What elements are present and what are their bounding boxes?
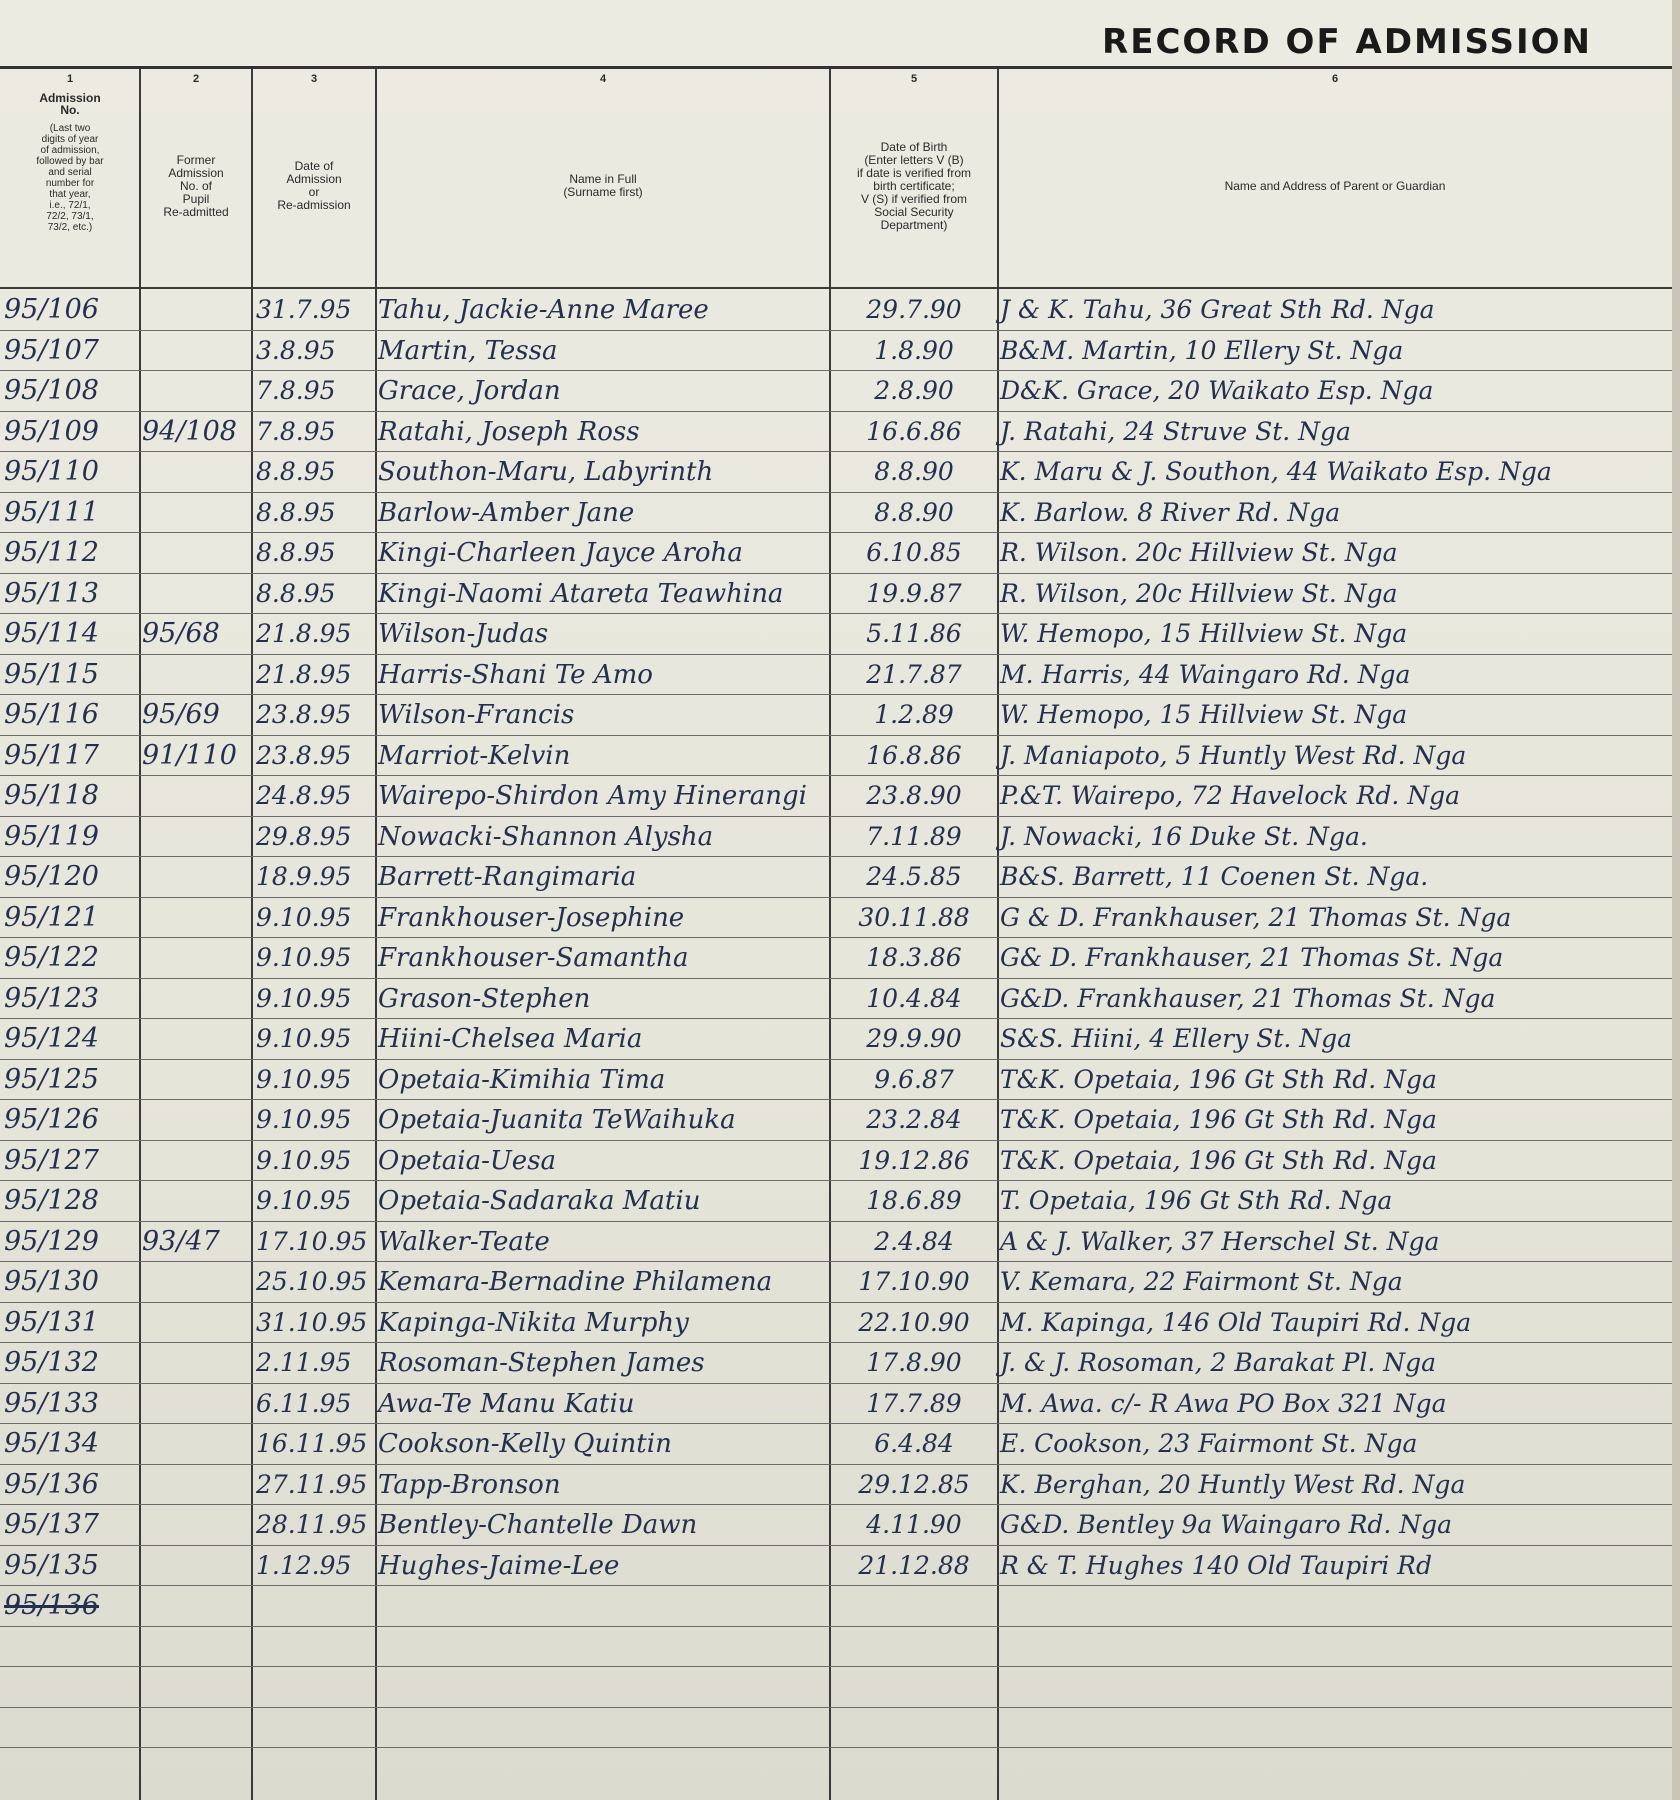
cell-admission-no: 95/124 — [4, 1023, 99, 1054]
cell-parent-guardian: M. Awa. c/- R Awa PO Box 321 Nga — [1000, 1388, 1447, 1418]
cell-full-name: Southon-Maru, Labyrinth — [378, 457, 714, 487]
cell-date-of-birth: 5.11.86 — [866, 619, 962, 648]
table-row — [0, 1302, 1672, 1342]
cell-full-name: Wilson-Judas — [378, 619, 549, 649]
cell-full-name: Frankhouser-Samantha — [378, 943, 689, 973]
cell-admission-no: 95/109 — [4, 415, 99, 447]
cell-admission-no: 95/111 — [4, 496, 99, 528]
cell-admission-date: 8.8.95 — [256, 457, 336, 486]
cell-admission-date: 8.8.95 — [256, 578, 336, 608]
table-row — [0, 1504, 1672, 1544]
table-row — [0, 816, 1672, 856]
cell-full-name: Opetaia-Uesa — [378, 1145, 557, 1176]
cell-full-name: Grason-Stephen — [378, 983, 591, 1014]
cell-date-of-birth: 17.7.89 — [866, 1388, 962, 1418]
header-former-admission-no — [140, 69, 252, 287]
table-row — [0, 573, 1672, 613]
cell-parent-guardian: M. Kapinga, 146 Old Taupiri Rd. Nga — [1000, 1307, 1472, 1337]
cell-full-name: Walker-Teate — [378, 1226, 550, 1257]
table-row — [0, 1626, 1672, 1666]
cell-date-of-birth: 16.8.86 — [866, 740, 962, 770]
cell-date-of-birth: 7.11.89 — [866, 821, 962, 851]
cell-admission-no: 95/119 — [4, 820, 99, 852]
cell-full-name: Cookson-Kelly Quintin — [378, 1429, 672, 1459]
cell-admission-no: 95/129 — [4, 1225, 99, 1257]
cell-date-of-birth: 8.8.90 — [874, 497, 954, 527]
cell-admission-no: 95/137 — [4, 1509, 99, 1540]
cell-parent-guardian: G&D. Frankhauser, 21 Thomas St. Nga — [1000, 983, 1496, 1013]
cell-parent-guardian: R. Wilson, 20c Hillview St. Nga — [1000, 578, 1398, 608]
cell-admission-no: 95/115 — [4, 658, 99, 690]
cell-admission-no: 95/130 — [4, 1266, 99, 1297]
cell-admission-no: 95/113 — [4, 577, 99, 609]
cell-admission-date: 21.8.95 — [256, 659, 352, 689]
table-row — [0, 1342, 1672, 1382]
table-row — [0, 1059, 1672, 1099]
table-row — [0, 1099, 1672, 1139]
cell-parent-guardian: G& D. Frankhauser, 21 Thomas St. Nga — [1000, 943, 1504, 972]
cell-full-name: Barrett-Rangimaria — [378, 862, 637, 892]
cell-parent-guardian: E. Cookson, 23 Fairmont St. Nga — [1000, 1429, 1418, 1458]
cell-parent-guardian: T&K. Opetaia, 196 Gt Sth Rd. Nga — [1000, 1064, 1437, 1094]
cell-parent-guardian: J. Maniapoto, 5 Huntly West Rd. Nga — [1000, 740, 1467, 770]
column-number: 4 — [599, 73, 607, 85]
page-title: RECORD OF ADMISSION — [1102, 22, 1592, 62]
cell-admission-no: 95/117 — [4, 739, 99, 771]
cell-admission-date: 3.8.95 — [256, 335, 336, 365]
cell-parent-guardian: G & D. Frankhauser, 21 Thomas St. Nga — [1000, 902, 1512, 932]
cell-parent-guardian: R & T. Hughes 140 Old Taupiri Rd — [1000, 1550, 1433, 1580]
column-heading: Admission No. — [39, 91, 101, 117]
cell-full-name: Hughes-Jaime-Lee — [378, 1550, 620, 1581]
cell-full-name: Marriot-Kelvin — [378, 740, 571, 771]
table-row — [0, 1545, 1672, 1585]
cell-parent-guardian: G&D. Bentley 9a Waingaro Rd. Nga — [1000, 1510, 1453, 1539]
cell-date-of-birth: 29.7.90 — [866, 295, 962, 324]
table-row — [0, 694, 1672, 734]
cell-admission-no: 95/132 — [4, 1347, 99, 1378]
cell-admission-no: 95/126 — [4, 1104, 99, 1135]
cell-admission-date: 9.10.95 — [256, 1145, 352, 1175]
cell-admission-date: 9.10.95 — [256, 983, 352, 1013]
cell-date-of-birth: 9.6.87 — [874, 1064, 954, 1094]
table-row — [0, 1585, 1672, 1625]
cell-admission-date: 23.8.95 — [256, 700, 352, 729]
column-number: 1 — [66, 73, 74, 85]
cell-full-name: Harris-Shani Te Amo — [378, 659, 653, 690]
cell-parent-guardian: J & K. Tahu, 36 Great Sth Rd. Nga — [1000, 295, 1435, 324]
cell-date-of-birth: 22.10.90 — [858, 1307, 970, 1337]
cell-admission-date: 8.8.95 — [256, 538, 336, 567]
cell-former-admission-no: 95/69 — [142, 699, 220, 730]
cell-date-of-birth: 21.12.88 — [858, 1550, 970, 1580]
cell-admission-date: 21.8.95 — [256, 619, 352, 648]
cell-full-name: Wairepo-Shirdon Amy Hinerangi — [378, 781, 807, 811]
table-row — [0, 856, 1672, 896]
header-date-of-birth — [830, 69, 998, 287]
cell-admission-date: 7.8.95 — [256, 416, 336, 446]
cell-admission-date: 9.10.95 — [256, 1064, 352, 1094]
cell-parent-guardian: M. Harris, 44 Waingaro Rd. Nga — [1000, 659, 1411, 689]
cell-date-of-birth: 19.12.86 — [858, 1145, 970, 1175]
cell-date-of-birth: 29.9.90 — [866, 1024, 962, 1053]
cell-full-name: Opetaia-Kimihia Tima — [378, 1064, 666, 1095]
cell-parent-guardian: A & J. Walker, 37 Herschel St. Nga — [1000, 1226, 1440, 1256]
table-row — [0, 1383, 1672, 1423]
cell-parent-guardian: P.&T. Wairepo, 72 Havelock Rd. Nga — [1000, 781, 1460, 810]
cell-admission-date: 7.8.95 — [256, 376, 336, 405]
cell-full-name: Hiini-Chelsea Maria — [378, 1024, 643, 1054]
table-row — [0, 289, 1672, 329]
table-row — [0, 1666, 1672, 1706]
cell-parent-guardian: K. Maru & J. Southon, 44 Waikato Esp. Nga — [1000, 457, 1552, 486]
cell-admission-date: 25.10.95 — [256, 1267, 368, 1296]
column-number: 2 — [192, 73, 200, 85]
header-admission-no — [0, 69, 140, 287]
cell-full-name: Frankhouser-Josephine — [378, 902, 685, 933]
cell-admission-no: 95/118 — [4, 780, 99, 811]
cell-admission-date: 24.8.95 — [256, 781, 352, 810]
cell-parent-guardian: R. Wilson. 20c Hillview St. Nga — [1000, 538, 1398, 567]
cell-full-name: Rosoman-Stephen James — [378, 1348, 705, 1378]
cell-admission-date: 8.8.95 — [256, 497, 336, 527]
cell-date-of-birth: 1.8.90 — [874, 335, 954, 365]
cell-admission-no: 95/120 — [4, 861, 99, 892]
cell-full-name: Kingi-Charleen Jayce Aroha — [378, 538, 743, 568]
cell-admission-date: 18.9.95 — [256, 862, 352, 891]
cell-admission-no: 95/136 — [4, 1590, 99, 1621]
column-heading-group — [32, 93, 107, 233]
cell-admission-date: 9.10.95 — [256, 943, 352, 972]
cell-date-of-birth: 24.5.85 — [866, 862, 962, 891]
cell-date-of-birth: 1.2.89 — [874, 700, 954, 729]
admission-ledger-table — [0, 69, 1672, 1800]
cell-admission-date: 9.10.95 — [256, 1024, 352, 1053]
cell-admission-no: 95/122 — [4, 942, 99, 973]
table-row — [0, 330, 1672, 370]
cell-admission-no: 95/127 — [4, 1144, 99, 1176]
column-heading: Date of Birth (Enter letters V (B) if date is verified from birth certificate; V (S) if verified from Social Security Department) — [856, 139, 972, 232]
header-parent-guardian — [998, 69, 1672, 287]
cell-date-of-birth: 4.11.90 — [866, 1510, 962, 1539]
cell-admission-date: 16.11.95 — [256, 1429, 368, 1458]
cell-admission-date: 6.11.95 — [256, 1388, 352, 1418]
cell-full-name: Grace, Jordan — [378, 376, 561, 406]
cell-date-of-birth: 8.8.90 — [874, 457, 954, 486]
cell-former-admission-no: 94/108 — [142, 415, 237, 447]
cell-date-of-birth: 23.2.84 — [866, 1105, 962, 1134]
cell-admission-date: 17.10.95 — [256, 1226, 368, 1256]
cell-admission-no: 95/121 — [4, 901, 99, 933]
cell-full-name: Opetaia-Juanita TeWaihuka — [378, 1105, 736, 1135]
cell-full-name: Wilson-Francis — [378, 700, 575, 730]
cell-admission-no: 95/134 — [4, 1428, 99, 1459]
table-row — [0, 1423, 1672, 1463]
cell-admission-no: 95/133 — [4, 1387, 99, 1419]
cell-parent-guardian: J. & J. Rosoman, 2 Barakat Pl. Nga — [1000, 1348, 1437, 1377]
cell-full-name: Barlow-Amber Jane — [378, 497, 635, 528]
cell-date-of-birth: 6.10.85 — [866, 538, 962, 567]
cell-admission-no: 95/125 — [4, 1063, 99, 1095]
cell-parent-guardian: V. Kemara, 22 Fairmont St. Nga — [1000, 1267, 1403, 1296]
cell-former-admission-no: 91/110 — [142, 739, 237, 771]
table-row — [0, 1707, 1672, 1747]
column-number: 3 — [310, 73, 318, 85]
cell-full-name: Tapp-Bronson — [378, 1469, 561, 1500]
cell-full-name: Martin, Tessa — [378, 335, 558, 366]
cell-admission-no: 95/135 — [4, 1549, 99, 1581]
cell-full-name: Kemara-Bernadine Philamena — [378, 1267, 773, 1297]
cell-date-of-birth: 30.11.88 — [858, 902, 970, 932]
cell-full-name: Kapinga-Nikita Murphy — [378, 1307, 689, 1338]
column-heading: Former Admission No. of Pupil Re-admitted — [163, 152, 229, 219]
column-number: 6 — [1331, 73, 1339, 85]
cell-date-of-birth: 6.4.84 — [874, 1429, 954, 1458]
table-row — [0, 532, 1672, 572]
table-row — [0, 937, 1672, 977]
column-note: (Last two digits of year of admission, followed by bar and serial number for that year, i.e., 72/1, 72/2, 73/1, 73/2, etc.) — [36, 123, 104, 233]
header-full-name — [376, 69, 830, 287]
cell-parent-guardian: B&M. Martin, 10 Ellery St. Nga — [1000, 335, 1404, 365]
cell-date-of-birth: 21.7.87 — [866, 659, 962, 689]
row-rule — [0, 1747, 1672, 1748]
cell-admission-no: 95/128 — [4, 1185, 99, 1216]
cell-admission-no: 95/107 — [4, 334, 99, 366]
cell-date-of-birth: 18.6.89 — [866, 1186, 962, 1215]
cell-admission-date: 31.10.95 — [256, 1307, 368, 1337]
cell-former-admission-no: 95/68 — [142, 618, 220, 649]
cell-admission-no: 95/114 — [4, 618, 99, 649]
cell-admission-date: 29.8.95 — [256, 821, 352, 851]
cell-parent-guardian: T&K. Opetaia, 196 Gt Sth Rd. Nga — [1000, 1105, 1437, 1134]
cell-date-of-birth: 2.4.84 — [874, 1226, 954, 1256]
cell-admission-date: 9.10.95 — [256, 902, 352, 932]
column-number: 5 — [910, 73, 918, 85]
table-row — [0, 1261, 1672, 1301]
cell-admission-no: 95/123 — [4, 982, 99, 1014]
table-row — [0, 370, 1672, 410]
table-row — [0, 735, 1672, 775]
cell-admission-no: 95/116 — [4, 699, 99, 730]
cell-admission-no: 95/106 — [4, 294, 99, 325]
cell-admission-date: 31.7.95 — [256, 295, 352, 324]
header-admission-date — [252, 69, 376, 287]
cell-date-of-birth: 10.4.84 — [866, 983, 962, 1013]
column-heading: Date of Admission or Re-admission — [277, 159, 351, 212]
cell-admission-no: 95/112 — [4, 537, 99, 568]
cell-former-admission-no: 93/47 — [142, 1225, 220, 1257]
cell-admission-date: 23.8.95 — [256, 740, 352, 770]
cell-parent-guardian: J. Ratahi, 24 Struve St. Nga — [1000, 416, 1351, 446]
column-heading: Name in Full (Surname first) — [563, 172, 643, 199]
cell-parent-guardian: K. Barlow. 8 River Rd. Nga — [1000, 497, 1341, 527]
cell-full-name: Kingi-Naomi Atareta Teawhina — [378, 578, 784, 609]
cell-admission-date: 1.12.95 — [256, 1550, 352, 1580]
cell-parent-guardian: W. Hemopo, 15 Hillview St. Nga — [1000, 619, 1408, 648]
cell-admission-no: 95/136 — [4, 1468, 99, 1500]
table-row — [0, 613, 1672, 653]
cell-full-name: Tahu, Jackie-Anne Maree — [378, 295, 709, 325]
cell-full-name: Ratahi, Joseph Ross — [378, 416, 640, 447]
cell-date-of-birth: 17.10.90 — [858, 1267, 970, 1296]
table-row — [0, 451, 1672, 491]
cell-parent-guardian: B&S. Barrett, 11 Coenen St. Nga. — [1000, 862, 1429, 891]
cell-parent-guardian: S&S. Hiini, 4 Ellery St. Nga — [1000, 1024, 1353, 1053]
table-row — [0, 1180, 1672, 1220]
cell-admission-date: 2.11.95 — [256, 1348, 352, 1377]
cell-date-of-birth: 2.8.90 — [874, 376, 954, 405]
cell-admission-no: 95/110 — [4, 456, 99, 487]
cell-date-of-birth: 29.12.85 — [858, 1469, 970, 1499]
cell-admission-no: 95/108 — [4, 375, 99, 406]
table-row — [0, 1464, 1672, 1504]
cell-date-of-birth: 23.8.90 — [866, 781, 962, 810]
cell-parent-guardian: D&K. Grace, 20 Waikato Esp. Nga — [1000, 376, 1434, 405]
cell-full-name: Bentley-Chantelle Dawn — [378, 1510, 698, 1540]
cell-admission-date: 28.11.95 — [256, 1510, 368, 1539]
cell-admission-date: 9.10.95 — [256, 1105, 352, 1134]
cell-parent-guardian: T&K. Opetaia, 196 Gt Sth Rd. Nga — [1000, 1145, 1437, 1175]
table-row — [0, 1018, 1672, 1058]
cell-date-of-birth: 19.9.87 — [866, 578, 962, 608]
cell-parent-guardian: J. Nowacki, 16 Duke St. Nga. — [1000, 821, 1368, 851]
cell-parent-guardian: W. Hemopo, 15 Hillview St. Nga — [1000, 700, 1408, 729]
table-row — [0, 1140, 1672, 1180]
table-row — [0, 411, 1672, 451]
table-row — [0, 775, 1672, 815]
column-heading: Name and Address of Parent or Guardian — [1224, 178, 1446, 193]
cell-date-of-birth: 18.3.86 — [866, 943, 962, 972]
table-row — [0, 978, 1672, 1018]
table-row — [0, 897, 1672, 937]
table-row — [0, 1221, 1672, 1261]
cell-full-name: Nowacki-Shannon Alysha — [378, 821, 714, 852]
cell-full-name: Awa-Te Manu Katiu — [378, 1388, 635, 1419]
cell-date-of-birth: 16.6.86 — [866, 416, 962, 446]
cell-admission-date: 9.10.95 — [256, 1186, 352, 1215]
cell-admission-no: 95/131 — [4, 1306, 99, 1338]
table-row — [0, 492, 1672, 532]
cell-admission-date: 27.11.95 — [256, 1469, 368, 1499]
cell-full-name: Opetaia-Sadaraka Matiu — [378, 1186, 701, 1216]
cell-date-of-birth: 17.8.90 — [866, 1348, 962, 1377]
cell-parent-guardian: T. Opetaia, 196 Gt Sth Rd. Nga — [1000, 1186, 1393, 1215]
table-row — [0, 654, 1672, 694]
cell-parent-guardian: K. Berghan, 20 Huntly West Rd. Nga — [1000, 1469, 1466, 1499]
